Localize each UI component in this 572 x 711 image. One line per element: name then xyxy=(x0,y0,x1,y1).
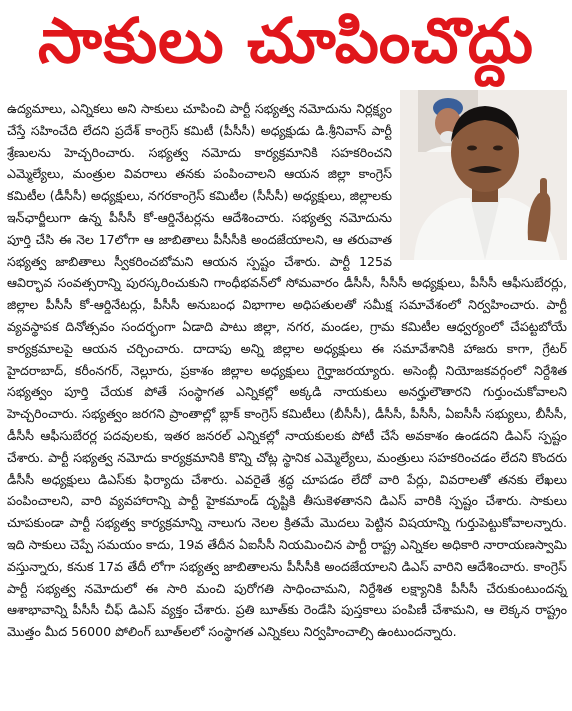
politician-portrait-icon xyxy=(400,90,567,260)
article-text: ఉద్యమాలు, ఎన్నికలు అని సాకులు చూపించి పార్టీ సభ్యత్వ నమోదును నిర్లక్ష్యం చేస్తే సహించేది లేదని ప్రదేశ్ కాంగ్రెస్ కమిటీ (పీసీసీ) అధ్యక్షుడు డి.శ్రీనివాస్ పార్టీ శ్రేణులను హెచ్చరించారు. సభ్యత్వ నమోదు కార్యక్రమానికి సహకరించని ఎమ్మెల్యేలు, మంత్రుల వివరాలు తనకు పంపించాలని ఆయన జిల్లా కాంగ్రెస్ కమిటీల (డీసీసీ) అధ్యక్షులు, నగరకాంగ్రెస్ కమిటీల (సీసీసీ) అధ్యక్షులు, జిల్లాలకు ఇన్‌ఛార్జీలుగా ఉన్న పీసీసీ కో-ఆర్డినేటర్లను ఆదేశించారు. సభ్యత్వ నమోదును పూర్తి చేసి ఈ నెల 17లోగా ఆ జాబితాలు పీసీసీకి అందజేయాలని, ఆ తరువాత సభ్యత్వ జాబితాలు స్వీకరించబోమని ఆయన స్పష్టం చేశారు. పార్టీ 125వ ఆవిర్భావ సంవత్సరాన్ని పురస్కరించుకుని గాంధీభవన్‌లో సోమవారం డీసీసీ, సీసీసీ అధ్యక్షులు, పీసీసీ ఆఫీసుబేరర్లు, జిల్లాల పీసీసీ కో-ఆర్డినేటర్లు, పీసీసీ అనుబంధ విభాగాల అధిపతులతో సమీక్ష సమావేశంలో నిర్వహించారు. పార్టీ వ్యవస్థాపక దినోత్సవం సందర్భంగా ఏడాది పాటు జిల్లా, నగర, మండల, గ్రామ కమిటీల ఆధ్వర్యంలో చేపట్టబోయే కార్యక్రమాలపై ఆయన చర్చించారు. దాదాపు అన్ని జిల్లాల అధ్యక్షులు ఈ సమావేశానికి హాజరు కాగా, గ్రేటర్ హైదరాబాద్, కరీంనగర్, నెల్లూరు, ప్రకాశం జిల్లాల అధ్యక్షులు గైర్హాజరయ్యారు. అసెంబ్లీ నియోజకవర్గంలో నిర్దేశిత సభ్యత్వం పూర్తి చేయక పోతే సంస్థాగత ఎన్నికల్లో అక్కడి నాయకులు అనర్హులౌతారని గుర్తుంచుకోవాలని హెచ్చరించారు. సభ్యత్వం జరగని ప్రాంతాల్లో బ్లాక్ కాంగ్రెస్ కమిటీలు (బీసీసీ), డీసీసీ, పీసీసీ, ఏఐసీసీ సభ్యులు, బీసీసీ, డీసీసీ ఆఫీసుబేరర్ల పదవులకు, ఇతర జనరల్ ఎన్నికల్లో నాయకులకు పోటీ చేసే అవకాశం ఉండదని డిఎస్ స్పష్టం చేశారు. పార్టీ సభ్యత్వ నమోదు కార్యక్రమానికి కొన్ని చోట్ల స్థానిక ఎమ్మెల్యేలు, మంత్రులు సహకరించడం లేదని కొందరు డీసీసీ అధ్యక్షులు డిఎస్‌కు ఫిర్యాదు చేశారు. ఎవరైతే శ్రద్ధ చూపడం లేదో వారి పేర్లు, వివరాలతో తనకు లేఖలు పంపించాలని, వారి వ్యవహారాన్ని పార్టీ హైకమాండ్ దృష్టికి తీసుకెళతానని డిఎస్ వారికి స్పష్టం చేశారు. సాకులు చూపకుండా పార్టీ సభ్యత్వ కార్యక్రమాన్ని నాలుగు నెలల క్రితమే మొదలు పెట్టిన విషయాన్ని గుర్తుపెట్టుకోవాలన్నారు. ఇది సాకులు చెప్పే సమయం కాదు, 19వ తేదీన ఏఐసీసీ నియమించిన పార్టీ రాష్ట్ర ఎన్నికల అధికారి నారాయణస్వామి వస్తున్నారు, కనుక 17వ తేదీ లోగా సభ్యత్వ జాబితాలను పీసీసీకి అందజేయాలని డిఎస్ వారిని ఆదేశించారు. కాంగ్రెస్ పార్టీ సభ్యత్వ నమోదులో ఈ సారి మంచి పురోగతి సాధించామని, నిర్దేశిత లక్ష్యానికి పీసీసీ చేరుకుంటుందన్న ఆశాభావాన్ని పీసీసీ చీఫ్ డిఎస్ వ్యక్తం చేశారు. ప్రతి బూత్‌కు రెండేసి పుస్తకాలు పంపిణీ చేశామని, ఆ లెక్కన రాష్ట్రం మొత్తం మీద 56000 పోలింగ్ బూత్‌లలో సంస్థాగత ఎన్నికలు నిర్వహించాల్సి ఉంటుందన్నారు. xyxy=(7,101,567,640)
article-body xyxy=(7,98,567,643)
article-headline: సాకులు చూపించొద్దు xyxy=(37,4,534,77)
